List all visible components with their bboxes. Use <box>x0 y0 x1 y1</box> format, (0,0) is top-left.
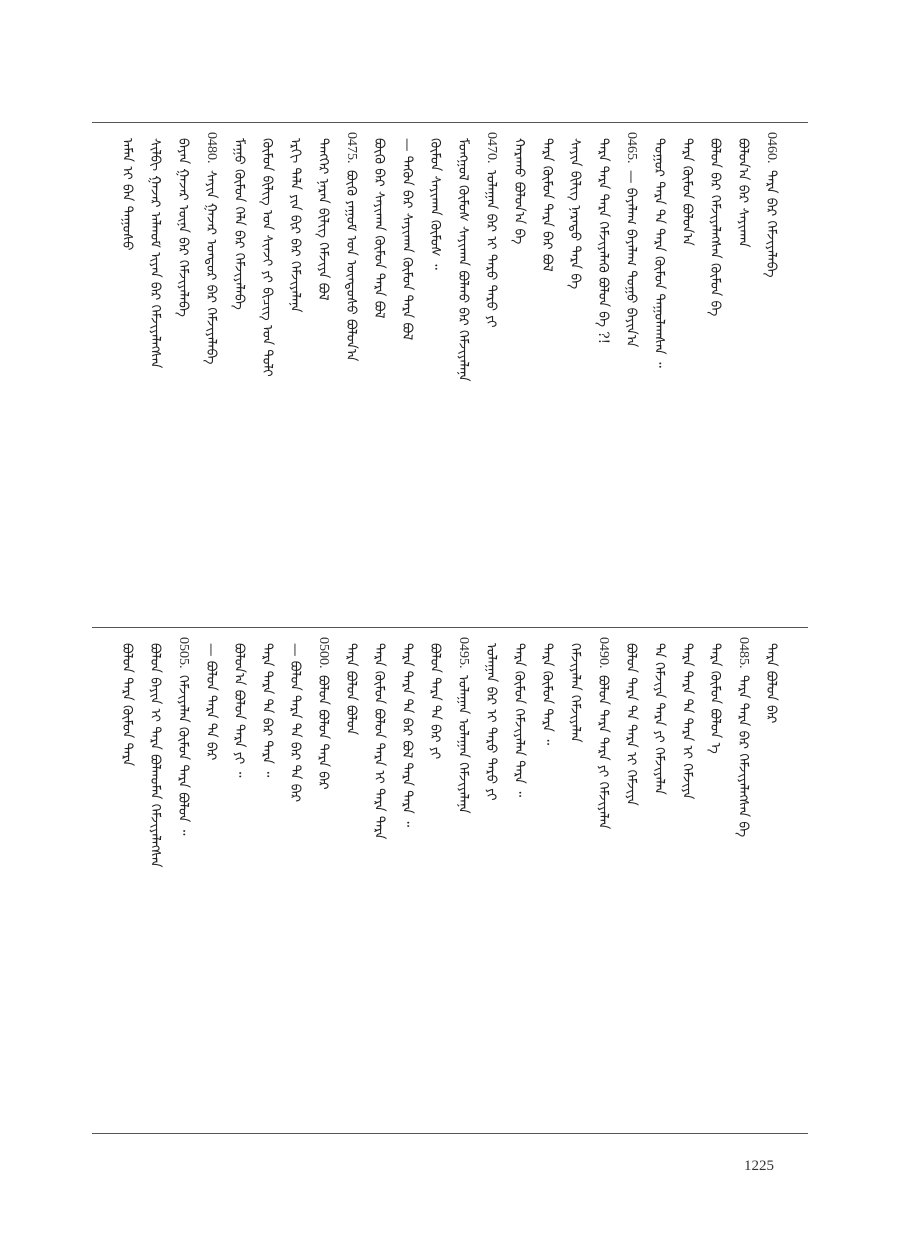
verse-line: ᠪᠣᠯᠤᠨ᠎ᠠ ᠪᠣᠯᠤᠨ ᠲᠠᠷᠠ ᠶᠢ ᠃ <box>231 643 247 778</box>
middle-rule <box>92 627 808 628</box>
verse-line: ᠡᠷᠬᠢ ᠲᠠᠯᠠ ᠶᠢᠨ ᠪᠢᠷ ᠪᠡᠷ ᠬᠡᠮᠵᠢᠶᠡᠯᠡᠨᠡ <box>287 138 303 313</box>
verse-line: ᠬᠦᠮᠦᠨ ᠰᠠᠶᠢᠬᠠᠨ ᠬᠦᠮᠦᠰ ᠃ <box>427 138 443 270</box>
verse-line: ᠲᠠᠷᠠ ᠪᠣᠯᠤᠨ ᠪᠡᠷ <box>763 643 779 724</box>
verse-line: ᠬᠦᠮᠦᠨ ᠪᠢᠯᠢᠭ ᠤᠨ ᠰᠢᠨᠵᠢ ᠶᠢ ᠪᠢᠴᠢᠭ᠌ ᠤᠨ ᠲᠤᠯᠢ <box>259 138 275 377</box>
verse-line: 0505.ᠬᠡᠮᠵᠢᠶᠡᠯᠡᠨ ᠬᠦᠮᠦᠨ ᠲᠠᠷᠠ ᠪᠣᠯᠤᠨ ᠃ <box>175 637 191 835</box>
verse-line: ᠮᠣᠩᠭᠣᠯ ᠬᠦᠮᠦᠰ ᠰᠠᠶᠢᠬᠠᠨ ᠪᠣᠯᠬᠤ ᠪᠡᠷ ᠬᠡᠮᠵᠢᠶᠡᠯᠡᠨᠡ <box>455 138 471 382</box>
verse-line: ᠲᠠᠷᠠ ᠲᠠᠷᠠ ᠲᠠ ᠪᠡᠷ ᠪᠣᠯ ᠲᠠᠷᠠ ᠲᠠᠷᠠ ᠃ <box>399 643 415 827</box>
verse-line: 0460.ᠲᠠᠷᠠ ᠪᠡᠷ ᠬᠡᠮᠵᠢᠶᠡᠯᠡᠪᠡ <box>763 132 779 278</box>
verse-line: ᠤᠯᠠᠭᠠᠨ ᠪᠠᠷ ᠢ ᠳᠠᠷᠤ ᠳᠠᠷᠤ ᠶᠢ <box>483 643 499 801</box>
verse-line: ᠲᠠᠷᠠ ᠬᠦᠮᠦᠨ ᠲᠠᠷᠠ ᠪᠠᠷ ᠪᠣᠯ <box>539 138 555 272</box>
verse-line: ᠲᠠᠷᠠ ᠬᠦᠮᠦᠨ ᠲᠠᠷᠠ ᠃ <box>539 643 555 746</box>
verse-line: ᠪᠠᠶᠠᠨ ᠭᠠᠵᠠᠷ ᠦᠨᠡ ᠪᠡᠷ ᠬᠡᠮᠵᠢᠶᠡᠯᠡᠪᠡ <box>175 138 191 317</box>
verse-line: ᠪᠦᠬᠦ ᠪᠡᠷ ᠰᠠᠶᠢᠬᠠᠨ ᠬᠦᠮᠦᠨ ᠲᠡᠷᠡ ᠪᠣᠯ <box>371 138 387 319</box>
verse-line: ᠪᠣᠯᠤᠨ ᠲᠠᠷᠠ ᠲᠠ ᠪᠡᠷ ᠶᠢ <box>427 643 443 760</box>
verse-line: ᠪᠣᠯᠤᠨ ᠲᠠᠷᠠ ᠲᠠ ᠲᠠᠷᠠ ᠢ ᠬᠡᠮᠵᠢᠶᠡ <box>623 643 639 806</box>
verse-block-upper <box>92 132 808 620</box>
verse-line: ᠲᠠᠷᠠ ᠲᠠᠷᠠ ᠲᠠᠷᠠ ᠬᠡᠮᠵᠢᠶᠡᠯᠡᠬᠦ ᠪᠣᠯᠤᠨ ᠪᠡ ?! <box>595 138 611 345</box>
verse-line: 0495.ᠤᠯᠠᠭᠠᠨ ᠤᠯᠠᠭᠠᠨ ᠬᠡᠮᠵᠢᠶᠡᠯᠡᠨᠡ <box>455 637 471 814</box>
verse-line: ᠲᠠᠷᠠ ᠬᠦᠮᠦᠨ ᠪᠣᠯᠤᠨ ᠲᠠᠷᠠ ᠢ ᠲᠠᠷᠠ ᠲᠠᠷᠠ <box>371 643 387 840</box>
verse-block-lower <box>92 637 808 1125</box>
verse-line: — ᠪᠣᠯᠤᠨ ᠲᠠᠷᠠ ᠲᠠ ᠪᠡᠷ <box>203 643 219 761</box>
verse-line: 0490.ᠪᠣᠯᠤᠨ ᠲᠠᠷᠠ ᠲᠠᠷᠠ ᠶᠢ ᠬᠡᠮᠵᠢᠶᠡᠯᠡᠨ <box>595 637 611 829</box>
verse-line: ᠲᠠᠷᠠ ᠬᠦᠮᠦᠨ ᠬᠡᠮᠵᠢᠶᠡᠯᠡᠨ ᠲᠠᠷᠠ ᠃ <box>511 643 527 797</box>
verse-line: 0500.ᠪᠣᠯᠤᠨ ᠪᠣᠯᠤᠨ ᠲᠠᠷᠠ ᠪᠡᠷ <box>315 637 331 790</box>
verse-line: ᠪᠣᠯᠤᠨ᠎ᠠ ᠪᠡᠷ ᠰᠠᠶᠢᠬᠠᠨ <box>735 138 751 248</box>
verse-line: ᠲᠠᠷᠠ ᠪᠣᠯᠤᠨ ᠪᠣᠯᠤᠨ <box>343 643 359 735</box>
top-rule <box>92 122 808 123</box>
verse-line: ᠲᠠᠷᠠ ᠲᠠᠷᠠ ᠲᠠ ᠪᠡᠷ ᠲᠠᠷᠠ ᠃ <box>259 643 275 778</box>
verse-line: ᠪᠣᠯᠤᠨ ᠲᠠᠷᠠ ᠬᠦᠮᠦᠨ ᠲᠠᠷᠠ <box>119 643 135 767</box>
page-number: 1225 <box>744 1158 774 1174</box>
verse-line: 0465.— ᠪᠠᠶᠠᠯᠠᠭ ᠪᠠᠶᠠᠯᠠᠭ ᠲᠣᠭᠤ ᠪᠠᠶᠢᠨ᠎ᠠ <box>623 132 639 347</box>
verse-line: 0470.ᠤᠯᠠᠭᠠᠨ ᠪᠠᠷ ᠢ ᠳᠠᠷᠤ ᠳᠠᠷᠤ ᠶᠢ <box>483 132 499 328</box>
verse-line: 0485.ᠲᠠᠷᠠ ᠲᠠᠷᠠ ᠪᠠᠷ ᠬᠡᠮᠵᠢᠶᠡᠯᠡᠭᠰᠡᠨ ᠪᠡ <box>735 637 751 837</box>
verse-line: ᠲᠠᠷᠠ ᠲᠠᠷᠠ ᠲᠠ ᠲᠠᠷᠠ ᠢ ᠬᠡᠮᠵᠢᠶᠡ <box>679 643 695 800</box>
verse-line: ᠪᠣᠯᠤᠨ ᠪᠡᠷ ᠬᠡᠮᠵᠢᠶᠡᠯᠡᠭᠰᠡᠨ ᠬᠦᠮᠦᠨ ᠪᠡ <box>707 138 723 317</box>
verse-line: ᠲᠠᠷᠠ ᠬᠦᠮᠦᠨ ᠪᠣᠯᠤᠨ ᠡ <box>707 643 723 754</box>
bottom-rule <box>92 1133 808 1134</box>
verse-line: ᠲᠣᠭᠤᠷ ᠲᠠᠷᠠ ᠲᠠ ᠲᠠᠷᠠ ᠬᠦᠮᠦᠨ ᠲᠠᠭᠤᠯᠠᠭᠰᠠᠨ ᠃ <box>651 138 667 368</box>
verse-line: ᠮᠠᠭᠤ ᠬᠦᠮᠦᠨ ᠬᠡᠯᠡ ᠪᠡᠷ ᠬᠡᠮᠵᠢᠶᠡᠯᠡᠪᠡ <box>231 138 247 310</box>
verse-line: ᠬᠠᠷᠠᠬᠤ ᠪᠣᠯᠤᠨ᠎ᠠ ᠪᠡ <box>511 138 527 245</box>
verse-line: ᠲᠠ ᠬᠡᠮᠵᠢᠶᠡ ᠲᠠᠷᠠ ᠶᠢ ᠬᠡᠮᠵᠢᠶᠡᠯᠡᠨ <box>651 643 667 795</box>
verse-line: — ᠪᠣᠯᠤᠨ ᠲᠠᠷᠠ ᠲᠠ ᠪᠡᠷ ᠲᠠ ᠪᠡᠷ <box>287 643 303 803</box>
verse-line: 0480.ᠰᠠᠶᠢᠨ ᠭᠠᠵᠠᠷ ᠤᠨᠳᠤᠷ ᠪᠡᠷ ᠬᠡᠮᠵᠢᠶᠡᠯᠡᠪᠡ <box>203 132 219 364</box>
verse-line: 0475.ᠪᠦᠬᠦ ᠶᠠᠭᠤᠮ ᠤᠨ ᠦᠨᠳᠦᠰᠦ ᠪᠣᠯᠤᠨ᠎ᠠ <box>343 132 359 361</box>
verse-line: ᠲᠡᠩᠭᠡᠷ ᠨᠠᠷᠠᠨ ᠪᠢᠯᠢᠭ ᠬᠡᠮᠵᠢᠶᠡ ᠪᠣᠯ <box>315 138 331 301</box>
verse-line: ᠠᠮᠠᠨ ᠢ ᠪᠠᠨ ᠲᠠᠭᠤᠰᠤ <box>119 138 135 251</box>
verse-line: ᠰᠠᠶᠢᠨ ᠪᠢᠯᠢᠭ ᠨᠡᠷᠡᠲᠦ ᠲᠠᠷᠠ ᠪᠡ <box>567 138 583 290</box>
verse-line: — ᠲᠡᠭᠦᠨ ᠪᠡᠷ ᠰᠠᠶᠢᠬᠠᠨ ᠬᠦᠮᠦᠨ ᠲᠡᠷᠡ ᠪᠣᠯ <box>399 138 415 341</box>
verse-line: ᠲᠡᠷᠡ ᠬᠦᠮᠦᠨ ᠪᠣᠯᠤᠨ᠎ᠠ <box>679 138 695 246</box>
verse-line: ᠪᠣᠯᠤᠨ ᠪᠠᠶᠢᠨ ᠢ ᠲᠠᠷᠠ ᠪᠣᠯᠬᠤᠮᠠᠨ ᠬᠡᠮᠵᠢᠶᠡᠯᠡᠭᠰᠡᠨ <box>147 643 163 868</box>
verse-line: ᠰᠢᠯᠪᠢ ᠭᠠᠵᠠᠷ ᠠᠯᠬᠤᠮ ᠢᠶᠠᠨ ᠪᠡᠷ ᠬᠡᠮᠵᠢᠶᠡᠯᠡᠭᠰᠡᠨ <box>147 138 163 369</box>
verse-line: ᠬᠡᠮᠵᠢᠶᠡᠯᠡᠨ ᠬᠡᠮᠵᠢᠶᠡᠯᠡᠨ <box>567 643 583 743</box>
